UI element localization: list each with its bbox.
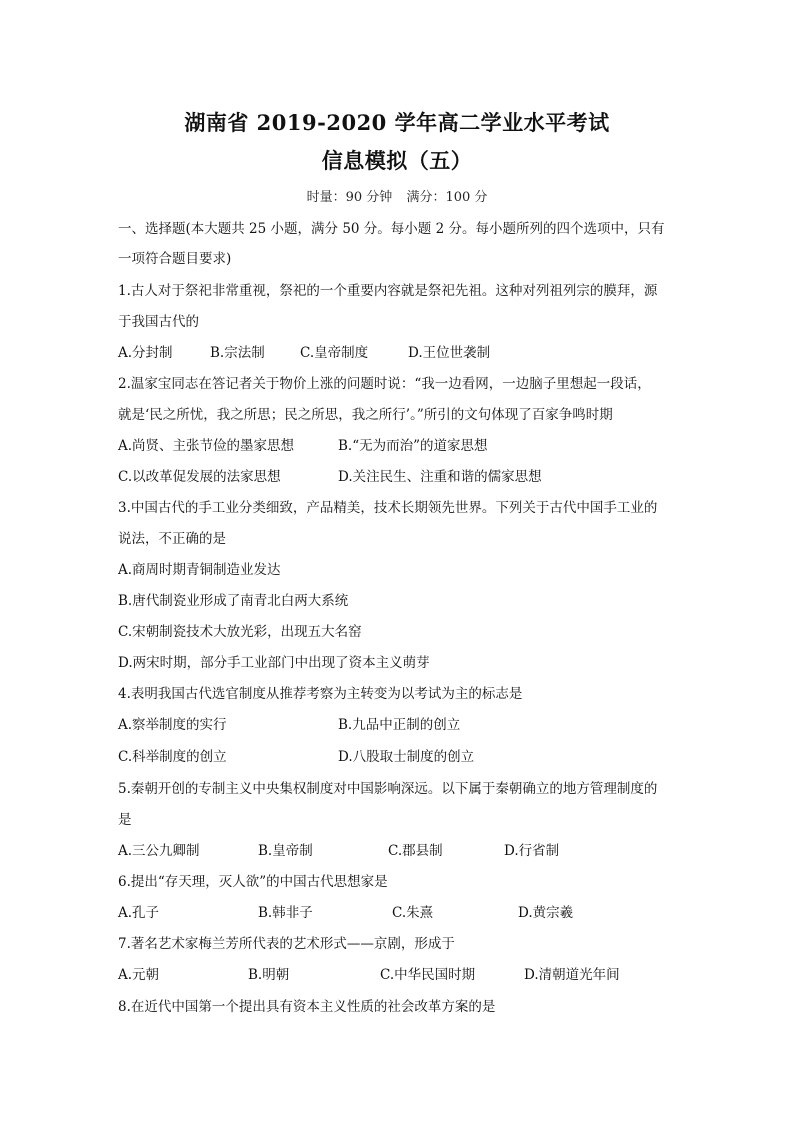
full-score: 满分：100 分	[406, 190, 488, 205]
question-3-option-d: D.两宋时期，部分手工业部门中出现了资本主义萌芽	[118, 655, 430, 671]
time-limit: 时量：90 分钟	[306, 190, 393, 205]
option-d: D.关注民生、注重和谐的儒家思想	[338, 469, 542, 485]
option-c: C.以改革促发展的法家思想	[118, 469, 281, 485]
exam-subtitle: 信息模拟（五）	[321, 148, 473, 173]
section-heading-line2: 一项符合题目要求)	[118, 251, 232, 267]
question-5-line1: 5.秦朝开创的专制主义中央集权制度对中国影响深远。以下属于秦朝确立的地方管理制度的	[118, 781, 658, 797]
option-b: B.九品中正制的创立	[338, 717, 461, 733]
option-b: B.皇帝制	[258, 843, 313, 859]
question-4-line1: 4.表明我国古代选官制度从推荐考察为主转变为以考试为主的标志是	[118, 686, 523, 702]
option-b: B.宗法制	[210, 345, 265, 361]
option-b: B.明朝	[248, 967, 290, 983]
question-1-line1: 1.古人对于祭祀非常重视，祭祀的一个重要内容就是祭祀先祖。这种对列祖列宗的膜拜，源	[118, 283, 658, 299]
exam-title: 湖南省 2019-2020 学年高二学业水平考试	[184, 110, 610, 135]
question-2-line1: 2.温家宝同志在答记者关于物价上涨的问题时说：“我一边看网，一边脑子里想起一段话，	[118, 376, 651, 392]
option-d: D.八股取士制度的创立	[338, 749, 475, 765]
question-6-line1: 6.提出“存天理，灭人欲”的中国古代思想家是	[118, 874, 388, 890]
question-1-line2: 于我国古代的	[118, 314, 199, 330]
question-3-option-c: C.宋朝制瓷技术大放光彩，出现五大名窑	[118, 624, 362, 640]
option-c: C.朱熹	[392, 905, 434, 921]
option-c: C.郡县制	[388, 843, 443, 859]
option-d: D.黄宗羲	[518, 905, 574, 921]
option-d: D.清朝道光年间	[524, 967, 620, 983]
option-b: B.韩非子	[258, 905, 313, 921]
question-7-line1: 7.著名艺术家梅兰芳所代表的艺术形式——京剧，形成于	[118, 936, 455, 952]
question-3-line1: 3.中国古代的手工业分类细致，产品精美，技术长期领先世界。下列关于古代中国手工业的	[118, 500, 658, 516]
question-3-line2: 说法，不正确的是	[118, 531, 226, 547]
option-a: A.察举制度的实行	[118, 717, 227, 733]
option-d: D.王位世袭制	[408, 345, 491, 361]
question-3-option-a: A.商周时期青铜制造业发达	[118, 562, 281, 578]
question-8-line1: 8.在近代中国第一个提出具有资本主义性质的社会改革方案的是	[118, 999, 496, 1015]
exam-meta	[0, 186, 794, 205]
option-c: C.中华民国时期	[380, 967, 476, 983]
option-b: B.“无为而治”的道家思想	[338, 438, 488, 454]
option-d: D.行省制	[504, 843, 560, 859]
option-c: C.科举制度的创立	[118, 749, 227, 765]
section-heading-line1: 一、选择题(本大题共 25 小题，满分 50 分。每小题 2 分。每小题所列的四个选项中，只有	[118, 221, 665, 237]
option-a: A.元朝	[118, 967, 160, 983]
question-2-line2: 就是‘民之所忧，我之所思；民之所思，我之所行’。”所引的文句体现了百家争鸣时期	[118, 407, 613, 423]
question-3-option-b: B.唐代制瓷业形成了南青北白两大系统	[118, 593, 349, 609]
option-a: A.分封制	[118, 345, 173, 361]
option-a: A.孔子	[118, 905, 160, 921]
option-a: A.尚贤、主张节俭的墨家思想	[118, 438, 295, 454]
option-a: A.三公九卿制	[118, 843, 200, 859]
question-5-line2: 是	[118, 812, 132, 828]
option-c: C.皇帝制度	[300, 345, 369, 361]
